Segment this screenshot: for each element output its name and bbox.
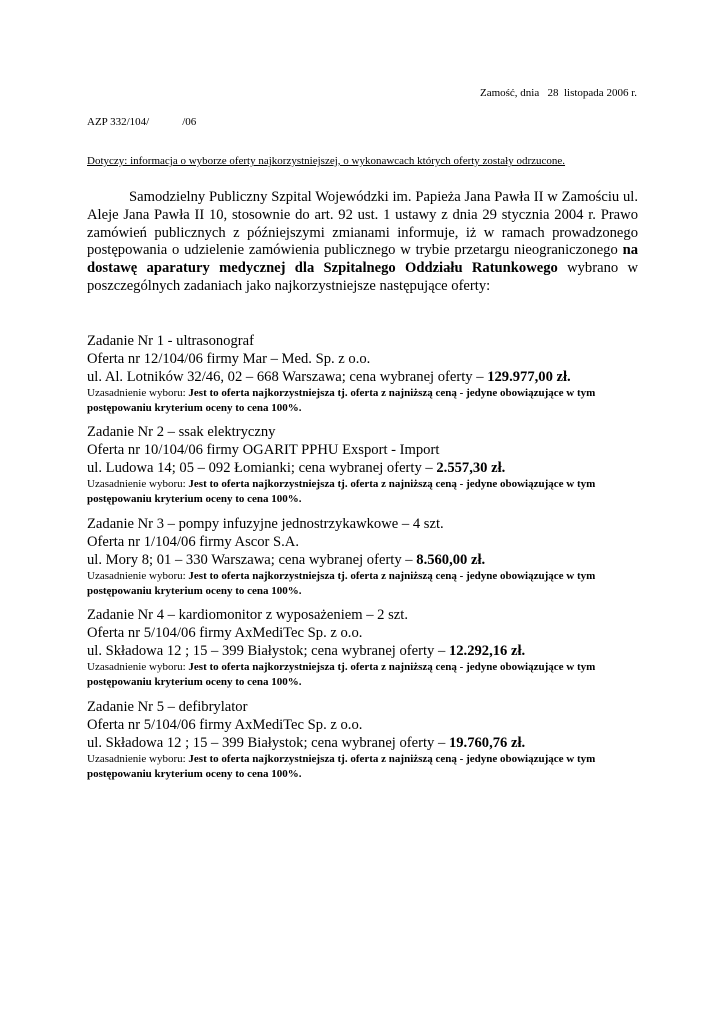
task-address: ul. Składowa 12 ; 15 – 399 Białystok; cena wybranej oferty – [87, 734, 446, 751]
task-title: Zadanie Nr 2 – ssak elektryczny [87, 424, 276, 440]
task-justification [87, 386, 643, 415]
task-price: 19.760,76 zł. [448, 734, 526, 751]
task-address-line [87, 735, 647, 753]
task-title: Zadanie Nr 3 – pompy infuzyjne jednostrzykawkowe – 4 szt. [87, 516, 444, 532]
justification-text: Jest to oferta najkorzystniejsza tj. oferta z najniższą ceną - jedyne obowiązujące w tym postępowaniu kryterium oceny to cena 100%. [87, 753, 596, 780]
justification-text: Jest to oferta najkorzystniejsza tj. oferta z najniższą ceną - jedyne obowiązujące w tym postępowaniu kryterium oceny to cena 100%. [87, 661, 596, 688]
task-title: Zadanie Nr 4 – kardiomonitor z wyposażeniem – 2 szt. [87, 607, 408, 623]
task-address: ul. Ludowa 14; 05 – 092 Łomianki; cena wybranej oferty – [87, 459, 433, 476]
justification-label: Uzasadnienie wyboru: [87, 570, 186, 583]
task-address: ul. Składowa 12 ; 15 – 399 Białystok; cena wybranej oferty – [87, 642, 446, 659]
task-price: 12.292,16 zł. [448, 642, 526, 659]
task-3 [87, 516, 647, 598]
task-justification [87, 752, 643, 781]
task-address-line [87, 552, 647, 570]
task-price: 2.557,30 zł. [436, 459, 506, 476]
justification-label: Uzasadnienie wyboru: [87, 478, 186, 491]
task-title: Zadanie Nr 1 - ultrasonograf [87, 333, 254, 349]
task-justification [87, 660, 643, 689]
intro-text-1: Samodzielny Publiczny Szpital Wojewódzki im. Papieża Jana Pawła II w Zamościu ul. Aleje Jana Pawła II 10, stosownie do art. 92 ust. 1 ustawy z dnia 29 stycznia 2004 r. Prawo zamówień publicznych z późniejszymi zmianami informuje, iż w ramach prowadzonego postępowania o udzielenie zamówienia publicznego w trybie przetargu nieograniczonego [87, 189, 638, 259]
reference-number: AZP 332/104/ /06 [87, 116, 197, 128]
intro-text-2: wybrano w poszczególnych zadaniach jako najkorzystniejsze następujące oferty: [87, 260, 638, 294]
document-date: Zamość, dnia 28 listopada 2006 r. [479, 87, 637, 99]
task-4 [87, 607, 647, 689]
task-justification [87, 477, 643, 506]
justification-text: Jest to oferta najkorzystniejsza tj. oferta z najniższą ceną - jedyne obowiązujące w tym postępowaniu kryterium oceny to cena 100%. [87, 570, 596, 597]
justification-label: Uzasadnienie wyboru: [87, 661, 186, 674]
justification-label: Uzasadnienie wyboru: [87, 387, 186, 400]
justification-text: Jest to oferta najkorzystniejsza tj. oferta z najniższą ceną - jedyne obowiązujące w tym postępowaniu kryterium oceny to cena 100%. [87, 478, 596, 505]
task-5 [87, 699, 647, 781]
task-offer: Oferta nr 12/104/06 firmy Mar – Med. Sp. z o.o. [87, 350, 371, 367]
intro-paragraph [87, 189, 638, 296]
task-offer: Oferta nr 1/104/06 firmy Ascor S.A. [87, 533, 299, 550]
task-1 [87, 333, 647, 415]
task-address-line [87, 460, 647, 478]
task-price: 8.560,00 zł. [416, 551, 486, 568]
intro-text-bold: na dostawę aparatury medycznej dla Szpitalnego Oddziału Ratunkowego [87, 242, 638, 277]
task-offer: Oferta nr 5/104/06 firmy AxMediTec Sp. z o.o. [87, 624, 363, 641]
task-offer: Oferta nr 5/104/06 firmy AxMediTec Sp. z o.o. [87, 716, 363, 733]
justification-label: Uzasadnienie wyboru: [87, 753, 186, 766]
task-offer: Oferta nr 10/104/06 firmy OGARIT PPHU Exsport - Import [87, 441, 440, 458]
justification-text: Jest to oferta najkorzystniejsza tj. oferta z najniższą ceną - jedyne obowiązujące w tym postępowaniu kryterium oceny to cena 100%. [87, 387, 596, 414]
task-address: ul. Al. Lotników 32/46, 02 – 668 Warszawa; cena wybranej oferty – [87, 368, 484, 385]
task-title: Zadanie Nr 5 – defibrylator [87, 699, 248, 715]
task-2 [87, 424, 647, 506]
task-address-line [87, 369, 647, 387]
task-address: ul. Mory 8; 01 – 330 Warszawa; cena wybranej oferty – [87, 551, 413, 568]
task-price: 129.977,00 zł. [487, 368, 571, 385]
subject-line: Dotyczy: informacja o wyborze oferty najkorzystniejszej, o wykonawcach których oferty zostały odrzucone. [87, 155, 566, 167]
task-address-line [87, 643, 647, 661]
task-justification [87, 569, 643, 598]
